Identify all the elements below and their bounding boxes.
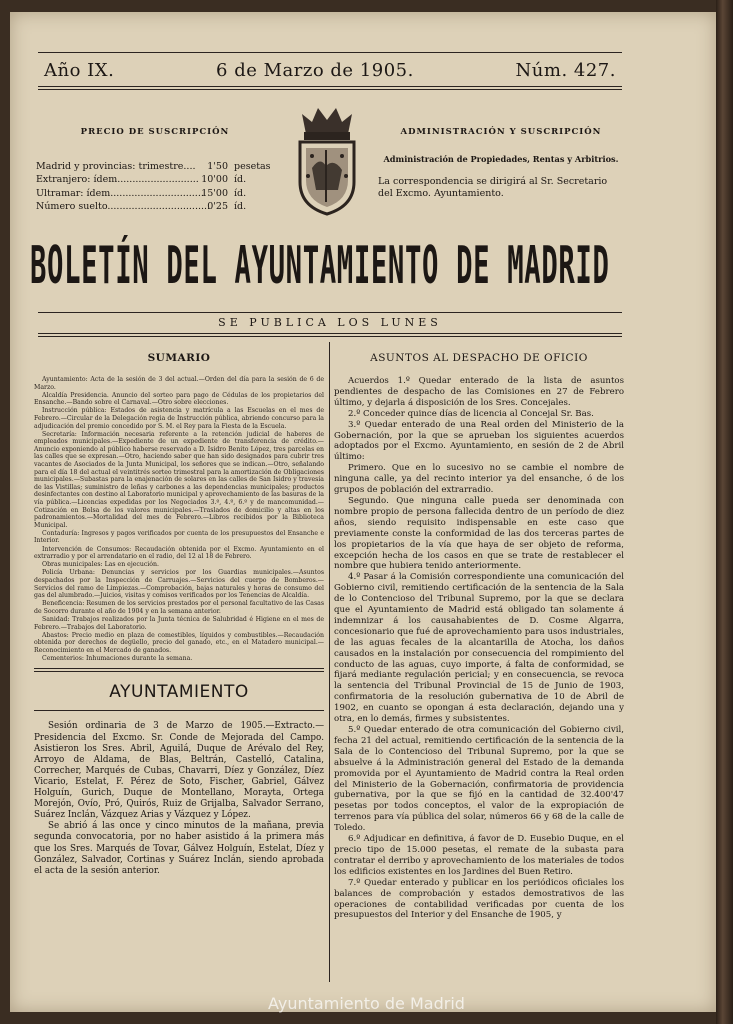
price-row <box>36 200 274 214</box>
sumario-entry: Contaduría: Ingresos y pagos verificados por cuenta de los presupuestos del Ensanche e Interior. <box>34 529 324 545</box>
asuntos-paragraph: 3.º Quedar enterado de una Real orden del Ministerio de la Gobernación, por la que se aprueban los siguientes acuerdos adoptados por el Excmo. Ayuntamiento, en sesión de 2 de Abril último: <box>334 419 624 463</box>
price-value: 0'25 <box>207 201 228 212</box>
sumario-entry: Policía Urbana: Denuncias y servicios por los Guardias municipales.—Asuntos despachados por la Inspección de Carruajes.—Servicios del cuerpo de Bomberos.—Servicios del ramo de Limpiezas.—Comprobación, bajas naturales y horas de consumo del gas del alumbrado.—Juicios, visitas y comisos verificados por los Tenencias de Alcaldía. <box>34 569 324 600</box>
price-unit: íd. <box>234 187 247 199</box>
ayuntamiento-paragraph: Sesión ordinaria de 3 de Marzo de 1905.—Extracto.—Presidencia del Excmo. Sr. Conde de Mejorada del Campo. Asistieron los Sres. Abril, Aguilá, Duque de Arévalo del Rey, Arroyo de Aldama, de Blas, Beltrán, Castelló, Catalina, Correcher, Marqués de Cubas, Chavarri, Díez y González, Díez Vicario, Estelat, F. Pérez de Soto, Fischer, Gabriel, Gálvez Holguín, Gurich, Duque de Montellano, Morayta, Ortega Morejón, Ovío, Pró, Quirós, Ruiz de Grijalba, Salvador Serrano, Suárez Inclán, Vázquez Arias y Vázquez y López. <box>34 721 324 821</box>
issue-date: 6 de Marzo de 1905. <box>216 60 414 81</box>
sumario-body <box>34 376 324 662</box>
publica-rule <box>38 333 622 334</box>
price-unit: íd. <box>234 174 247 185</box>
asuntos-title: ASUNTOS AL DESPACHO DE OFICIO <box>370 352 588 364</box>
price-label: Ultramar: ídem............................... <box>36 187 204 199</box>
sumario-title: SUMARIO <box>147 352 211 364</box>
publication-schedule: SE PUBLICA LOS LUNES <box>218 316 442 329</box>
sumario-entry: Ayuntamiento: Acta de la sesión de 3 del actual.—Orden del día para la sesión de 6 de Marzo. <box>34 376 324 391</box>
sumario-entry: Sanidad: Trabajos realizados por la Junta técnica de Salubridad é Higiene en el mes de Febrero.—Trabajos del Laboratorio. <box>34 615 324 631</box>
header-rule-thin <box>38 89 622 90</box>
asuntos-paragraph: 6.º Adjudicar en definitiva, á favor de D. Eusebio Duque, en el precio tipo de 15.000 pesetas, el remate de la subasta para contratar el derribo y aprovechamiento de los materiales de todos los edificios existentes en los Jardines del Buen Retiro. <box>334 834 624 877</box>
sumario-entry: Alcaldía Presidencia. Anuncio del sorteo para pago de Cédulas de los propietarios del Ensanche.—Bando sobre el Carnaval.—Otro sobre elecciones. <box>34 391 324 407</box>
watermark: Ayuntamiento de Madrid <box>268 994 465 1013</box>
price-value: 10'00 <box>201 174 228 185</box>
subscription-prices <box>36 126 274 214</box>
sumario-entry: Cementerios: Inhumaciones durante la semana. <box>42 654 193 662</box>
right-column <box>334 346 624 921</box>
administration-office: Administración de Propiedades, Rentas y Arbitrios. <box>383 153 619 164</box>
asuntos-body <box>334 376 624 921</box>
sumario-entry: Intervención de Consumos: Recaudación obtenida por el Excmo. Ayuntamiento en el extrarradio y por el arrendatario en el radio, del 12 al 18 de Febrero. <box>34 545 324 561</box>
price-row <box>36 173 274 187</box>
sumario-rule-thin <box>34 671 324 672</box>
asuntos-paragraph: Segundo. Que ninguna calle pueda ser denominada con nombre propio de persona fallecida dentro de un período de diez años, siendo requisito indispensable en este caso que previamente conste la conformidad de las dos terceras partes de los propietarios de la vía que haya de ser objeto de reforma, excepción hecha de los casos en que se trate de restablecer el nombre que hubiera tenido anteriormente. <box>334 495 624 572</box>
issue-year: Año IX. <box>44 60 115 81</box>
book-spine <box>716 0 733 1024</box>
price-label: Extranjero: ídem........................... <box>36 174 199 185</box>
asuntos-paragraph: 4.º Pasar á la Comisión correspondiente una comunicación del Gobierno civil, remitiendo certificación de la sentencia de la Sala de lo Contencioso del Tribunal Supremo, por la que se declara que el Ayuntamiento de Madrid está obligado tan solamente á indemnizar á los causahabientes de D. Cosme Algarra, concesionario que fué de aprovechamiento para usos industriales, de las aguas fecales de la alcantarilla de Atocha, los daños causados en la instalación por consecuencia del rompimiento del conducto de las aguas, cuyo importe, á falta de conformidad, se fijará mediante regulación pericial; y en consecuencia, se revoca la sentencia del Tribunal Provincial de 15 de Junio de 1903, confirmatoria de la resolución gubernativa de 10 de Abril de 1902, en cuanto se opongan á esta declaración, dejando una y otra, en lo demás, firmes y subsistentes. <box>334 572 624 725</box>
masthead-title: BOLETÍN DEL AYUNTAMIENTO DE MADRID <box>30 236 610 297</box>
price-unit: íd. <box>234 201 247 212</box>
administration-info <box>378 126 624 200</box>
top-rule <box>38 52 622 53</box>
asuntos-paragraph: Primero. Que en lo sucesivo no se cambie el nombre de ninguna calle, ya del recinto interior ya del ensanche, ó de los grupos de población del extrarradio. <box>334 463 624 496</box>
price-value: 1'50 <box>207 160 228 172</box>
asuntos-paragraph: Acuerdos 1.º Quedar enterado de la lista de asuntos pendientes de despacho de las Comisiones en 27 de Febrero último, y dejarla á disposición de los Sres. Concejales. <box>334 376 624 408</box>
header-rule <box>38 86 622 87</box>
masthead-rule <box>38 312 622 313</box>
column-divider <box>329 342 330 982</box>
left-column <box>34 346 324 877</box>
price-row <box>36 187 274 201</box>
price-unit: pesetas <box>234 160 271 172</box>
sumario-rule <box>34 668 324 669</box>
asuntos-paragraph: 2.º Conceder quince días de licencia al Concejal Sr. Bas. <box>348 408 594 419</box>
ayuntamiento-body <box>34 721 324 876</box>
ayuntamiento-rule <box>34 710 324 711</box>
issue-header <box>44 60 616 82</box>
price-label: Madrid y provincias: trimestre.... <box>36 160 196 172</box>
madrid-coat-of-arms-icon <box>292 106 362 218</box>
ayuntamiento-paragraph: Se abrió á las once y cinco minutos de la mañana, previa segunda convocatoria, por no haber asistido á la primera más que los Sres. Marqués de Tovar, Gálvez Holguín, Estelat, Díez y González, Salvador, Cortinas y Suárez Inclán, siendo aprobada el acta de la sesión anterior. <box>34 821 324 876</box>
asuntos-paragraph: 7.º Quedar enterado y publicar en los periódicos oficiales los balances de comprobación y estados demostrativos de las operaciones de contabilidad verificadas por cuenta de los presupuestos del Interior y del Ensanche de 1905, y <box>334 877 624 921</box>
price-row <box>36 160 274 174</box>
sumario-entry: Abastos: Precio medio en plaza de comestibles, líquidos y combustibles.—Recaudación obtenida por derechos de degüello, precio del ganado, etc., en el Matadero municipal.—Reconocimiento en el Mercado de ganados. <box>34 631 324 654</box>
sumario-entry: Secretaría: Información necesaria referente a la retención judicial de haberes de empleados municipales.—Expediente de un expediente de transferencia de crédito.—Anuncio exponiendo al público haberse reservado a D. Isidro Benito López, tres parcelas en las calles que se expresan.—Otro, haciendo saber que han sido designados para cubrir tres vacantes de Asociados de la Junta Municipal, los señores que se indican.—Otro, señalando para el día 18 del actual el veintitrés sorteo trimestral para la amortización de Obligaciones municipales.—Subastas para la enajenación de solares en las calles de San Isidro y travesía de las Vistillas; suministro de leñas y carbones a las dependencias municipales; productos desinfectantes con destino al Laboratorio municipal y aprovechamiento de las basuras de la vía pública.—Licencias expedidas por los Negociados 3.º, 4.º, 6.º y de mancomunidad.—Cotización en Bolsa de los valores municipales.—Traslados de domicilio y altas en los padronamientos.—Mortalidad del mes de Febrero.—Libros recibidos por la Biblioteca Municipal. <box>34 430 324 529</box>
asuntos-paragraph: 5.º Quedar enterado de otra comunicación del Gobierno civil, fecha 21 del actual, remitiendo certificación de la sentencia de la Sala de lo Contencioso del Tribunal Supremo, por la que se absuelve á la Administración general del Estado de la demanda promovida por el Ayuntamiento de Madrid contra la Real orden del Ministerio de la Gobernación, confirmatoria de providencia gubernativa, por la que se fijó en la cantidad de 32.400'47 pesetas por todos conceptos, el valor de la expropiación de terrenos para vía pública del solar, números 66 y 68 de la calle de Toledo. <box>334 725 624 834</box>
subscription-title: PRECIO DE SUSCRIPCIÓN <box>80 127 230 137</box>
price-value: 15'00 <box>201 187 228 199</box>
administration-title: ADMINISTRACIÓN Y SUSCRIPCIÓN <box>400 127 602 137</box>
sumario-entry: Obras municipales: Las en ejecución. <box>42 561 159 569</box>
ayuntamiento-title: AYUNTAMIENTO <box>109 682 249 703</box>
publica-rule-thin <box>38 336 622 337</box>
issue-number: Núm. 427. <box>515 60 616 81</box>
price-label: Número suelto.................................. <box>36 201 211 212</box>
sumario-entry: Beneficencia: Resumen de los servicios prestados por el personal facultativo de las Casas de Socorro durante el año de 1904 y en la semana anterior. <box>34 600 324 615</box>
sumario-entry: Instrucción pública: Estados de asistencia y matrícula a las Escuelas en el mes de Febrero.—Circular de la Delegación regia de Instrucción pública, abriendo concurso para la adjudicación del premio concedido por S. M. el Rey para la Fiesta de la Escuela. <box>34 407 324 430</box>
administration-note: La correspondencia se dirigirá al Sr. Secretario del Excmo. Ayuntamiento. <box>378 176 608 199</box>
